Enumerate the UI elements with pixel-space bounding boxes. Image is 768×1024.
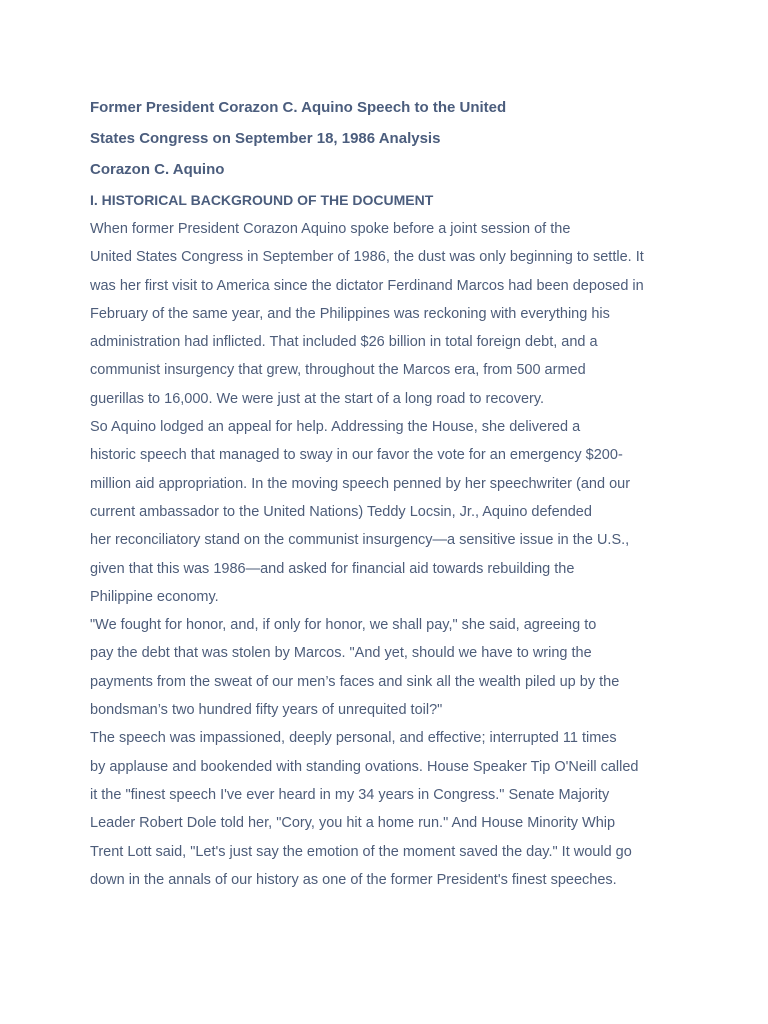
body-line: So Aquino lodged an appeal for help. Addressing the House, she delivered a (90, 419, 581, 436)
body-line: down in the annals of our history as one of the former President's finest speeches. (90, 871, 617, 888)
body-line: historic speech that managed to sway in our favor the vote for an emergency $200- (90, 447, 623, 464)
document-title-line-1: Former President Corazon C. Aquino Speech to the United (90, 99, 507, 116)
body-line: Leader Robert Dole told her, "Cory, you hit a home run." And House Minority Whip (90, 815, 616, 832)
body-line: Trent Lott said, "Let's just say the emotion of the moment saved the day." It would go (90, 843, 632, 860)
body-line: it the "finest speech I've ever heard in my 34 years in Congress." Senate Majority (90, 786, 610, 803)
document-page (90, 92, 690, 894)
body-line: pay the debt that was stolen by Marcos. "And yet, should we have to wring the (90, 645, 592, 662)
body-line: administration had inflicted. That included $26 billion in total foreign debt, and a (90, 334, 598, 351)
body-line: guerillas to 16,000. We were just at the start of a long road to recovery. (90, 390, 545, 407)
section-heading: I. HISTORICAL BACKGROUND OF THE DOCUMENT (90, 192, 434, 208)
document-author: Corazon C. Aquino (90, 161, 225, 178)
body-line: communist insurgency that grew, throughout the Marcos era, from 500 armed (90, 362, 586, 379)
body-line: payments from the sweat of our men’s faces and sink all the wealth piled up by the (90, 673, 620, 690)
body-line: her reconciliatory stand on the communist insurgency—a sensitive issue in the U.S., (90, 532, 630, 549)
body-line: given that this was 1986—and asked for financial aid towards rebuilding the (90, 560, 575, 577)
body-line: The speech was impassioned, deeply personal, and effective; interrupted 11 times (90, 730, 617, 747)
body-line: Philippine economy. (90, 588, 219, 605)
body-line: by applause and bookended with standing ovations. House Speaker Tip O'Neill called (90, 758, 639, 775)
body-line: bondsman’s two hundred fifty years of unrequited toil?" (90, 702, 443, 719)
body-line: was her first visit to America since the dictator Ferdinand Marcos had been deposed in (90, 277, 644, 294)
body-line: February of the same year, and the Philippines was reckoning with everything his (90, 305, 610, 322)
body-line: When former President Corazon Aquino spoke before a joint session of the (90, 221, 571, 237)
body-line: million aid appropriation. In the moving speech penned by her speechwriter (and our (90, 475, 631, 492)
body-line: United States Congress in September of 1986, the dust was only beginning to settle. It (90, 249, 644, 266)
document-title-line-2: States Congress on September 18, 1986 Analysis (90, 130, 441, 147)
body-line: current ambassador to the United Nations) Teddy Locsin, Jr., Aquino defended (90, 503, 592, 520)
body-line: "We fought for honor, and, if only for honor, we shall pay," she said, agreeing to (90, 617, 597, 634)
